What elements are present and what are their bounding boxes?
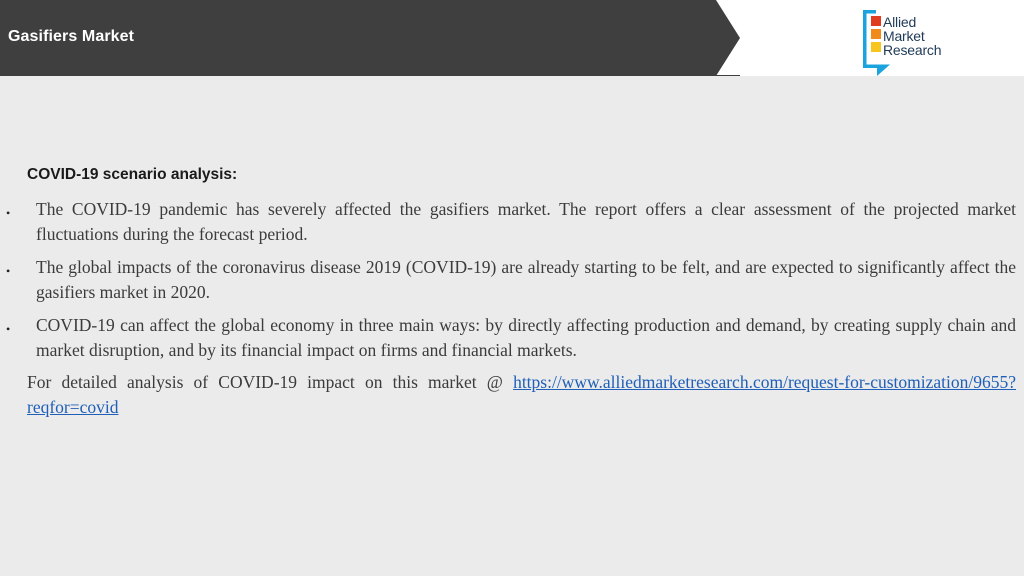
- bullet-dot-icon: •: [6, 206, 11, 220]
- closing-text: For detailed analysis of COVID-19 impact on this market @: [27, 372, 514, 392]
- section-heading: COVID-19 scenario analysis:: [27, 166, 238, 183]
- bullet-item: The COVID-19 pandemic has severely affected the gasifiers market. The report offers a clear assessment of the projected market fluctuations during the forecast period.: [36, 199, 1016, 244]
- bullet-item: The global impacts of the coronavirus disease 2019 (COVID-19) are already starting to be felt, and are expected to significantly affect the gasifiers market in 2020.: [36, 257, 1016, 302]
- covid-analysis-link[interactable]: https://www.alliedmarketresearch.com/request-for-customization/9655?reqfor=covid: [27, 372, 1016, 417]
- logo-line-1: Allied: [883, 14, 917, 30]
- bullet-item: COVID-19 can affect the global economy in three main ways: by directly affecting production and demand, by creating supply chain and market disruption, and by its financial impact on firms and financial markets.: [36, 315, 1016, 360]
- page-title: Gasifiers Market: [8, 28, 135, 45]
- logo-line-3: Research: [883, 42, 942, 58]
- header-bar: [0, 0, 740, 76]
- logo-text: [883, 15, 941, 57]
- closing-paragraph: [27, 370, 1016, 420]
- bullet-dot-icon: •: [6, 322, 11, 336]
- logo-line-2: Market: [883, 28, 925, 44]
- bullet-dot-icon: •: [6, 264, 11, 278]
